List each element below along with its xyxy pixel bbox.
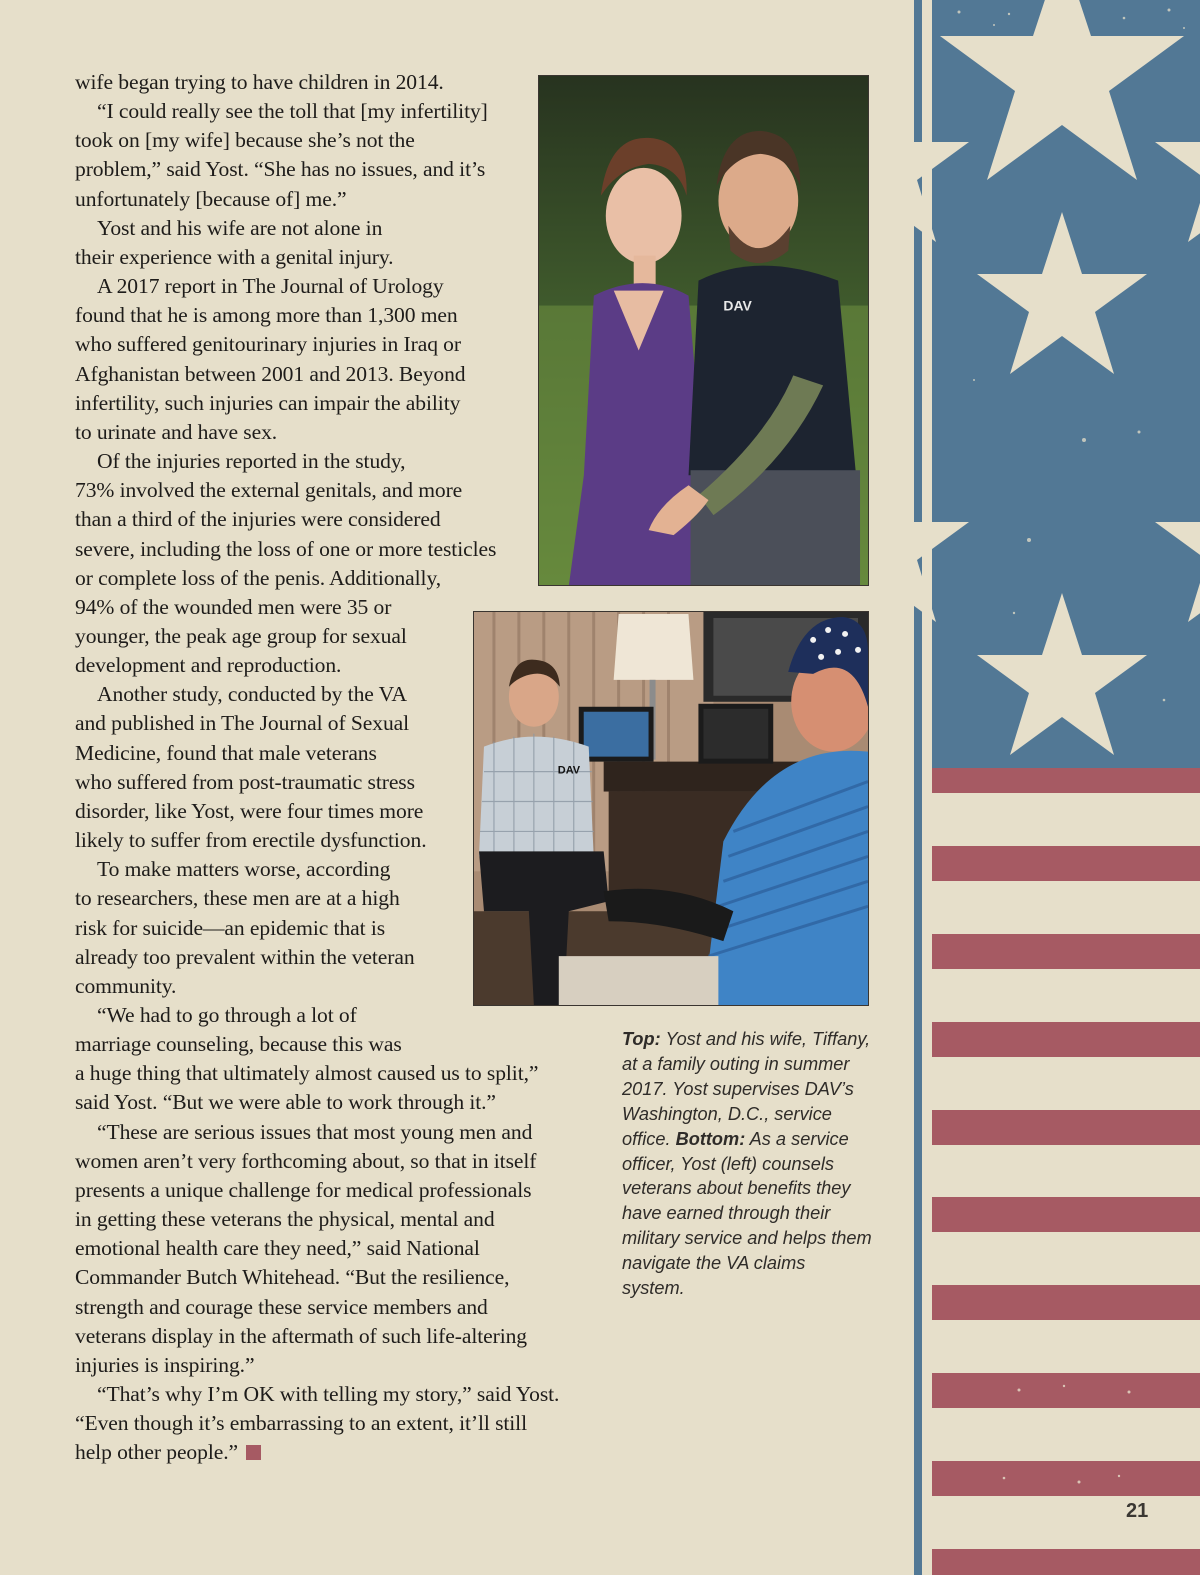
- text-line: risk for suicide—an epidemic that is: [75, 915, 386, 940]
- paragraph-4: [75, 272, 575, 447]
- text-line: unfortunately [because of] me.”: [75, 186, 347, 211]
- text-line: “We had to go through a lot of: [97, 1003, 357, 1027]
- text-line: emotional health care they need,” said National: [75, 1236, 480, 1261]
- counseling-photo-illustration: [474, 612, 868, 1005]
- paragraph-3: [75, 214, 575, 272]
- text-line: strength and courage these service members and: [75, 1294, 488, 1319]
- text-line: their experience with a genital injury.: [75, 244, 394, 269]
- text-line: injuries is inspiring.”: [75, 1352, 255, 1377]
- text-line: A 2017 report in The Journal of Urology: [97, 274, 444, 299]
- text-line: to researchers, these men are at a high: [75, 886, 400, 911]
- text-line: veterans display in the aftermath of such life-altering: [75, 1323, 527, 1348]
- text-line: took on [my wife] because she’s not the: [75, 128, 415, 153]
- paragraph-2: [75, 97, 575, 214]
- photo-caption: [622, 1027, 872, 1301]
- caption-bottom-text: As a service officer, Yost (left) counsels veterans about benefits they have earned through their military service and helps them navigate the VA claims system.: [622, 1128, 872, 1299]
- caption-bottom-label: Bottom:: [675, 1128, 746, 1149]
- caption-top-label: Top:: [622, 1029, 661, 1049]
- dav-shirt-logo: DAV: [723, 297, 752, 314]
- text-line: “I could really see the toll that [my infertility]: [97, 99, 488, 124]
- text-line: found that he is among more than 1,300 men: [75, 303, 458, 328]
- text-line: Yost and his wife are not alone in: [97, 215, 383, 240]
- text-line: in getting these veterans the physical, mental and: [75, 1207, 495, 1232]
- text-line: women aren’t very forthcoming about, so that in itself: [75, 1148, 537, 1173]
- couple-photo-illustration: [539, 76, 868, 585]
- text-line: Afghanistan between 2001 and 2013. Beyond: [75, 361, 466, 386]
- paragraph-9: [75, 1118, 575, 1380]
- flag-pole-stripe: [914, 0, 922, 1575]
- text-line: community.: [75, 973, 177, 998]
- text-line: than a third of the injuries were considered: [75, 507, 441, 532]
- dav-shirt-logo: DAV: [557, 764, 581, 777]
- text-line: 94% of the wounded men were 35 or: [75, 594, 392, 619]
- text-line: [75, 1438, 575, 1467]
- photo-yost-and-wife: [538, 75, 869, 586]
- caption-top-text: Yost and his wife, Tiffany, at a family outing in summer 2017. Yost supervises DAV’s Washington, D.C., service office.: [622, 1029, 871, 1149]
- text-line: already too prevalent within the veteran: [75, 944, 415, 969]
- text-line: Another study, conducted by the VA: [97, 682, 407, 707]
- text-line: said Yost. “But we were able to work through it.”: [75, 1090, 496, 1115]
- text-line: or complete loss of the penis. Additionally,: [75, 565, 442, 590]
- photo-yost-counseling: [473, 611, 869, 1006]
- paragraph-8: [75, 1001, 575, 1118]
- page-number: 21: [1126, 1500, 1149, 1522]
- text-line: Of the injuries reported in the study,: [97, 449, 406, 474]
- text-line: likely to suffer from erectile dysfunction.: [75, 828, 427, 853]
- american-flag-border: [914, 0, 1200, 1575]
- end-of-article-mark: [246, 1445, 261, 1460]
- text-line: disorder, like Yost, were four times more: [75, 798, 424, 823]
- closing-text: help other people.”: [75, 1440, 238, 1465]
- text-line: To make matters worse, according: [97, 857, 391, 882]
- text-line: younger, the peak age group for sexual: [75, 623, 407, 648]
- text-line: “That’s why I’m OK with telling my story,” said Yost.: [97, 1382, 560, 1407]
- text-line: to urinate and have sex.: [75, 419, 278, 444]
- paragraph-1: wife began trying to have children in 2014.: [75, 70, 444, 94]
- text-line: a huge thing that ultimately almost caused us to split,”: [75, 1061, 539, 1086]
- text-line: “Even though it’s embarrassing to an extent, it’ll still: [75, 1411, 527, 1436]
- text-line: marriage counseling, because this was: [75, 1032, 402, 1057]
- text-line: and published in The Journal of Sexual: [75, 711, 410, 736]
- paragraph-10: [75, 1380, 575, 1467]
- text-line: “These are serious issues that most young men and: [97, 1119, 533, 1144]
- text-line: who suffered genitourinary injuries in Iraq or: [75, 332, 461, 357]
- text-line: presents a unique challenge for medical professionals: [75, 1177, 532, 1202]
- text-line: infertility, such injuries can impair the ability: [75, 390, 461, 415]
- text-line: 73% involved the external genitals, and more: [75, 478, 463, 503]
- text-line: Commander Butch Whitehead. “But the resilience,: [75, 1265, 510, 1290]
- text-line: who suffered from post-traumatic stress: [75, 769, 415, 794]
- text-line: severe, including the loss of one or more testicles: [75, 536, 497, 561]
- text-line: development and reproduction.: [75, 653, 342, 678]
- text-line: problem,” said Yost. “She has no issues, and it’s: [75, 157, 486, 182]
- text-line: Medicine, found that male veterans: [75, 740, 377, 765]
